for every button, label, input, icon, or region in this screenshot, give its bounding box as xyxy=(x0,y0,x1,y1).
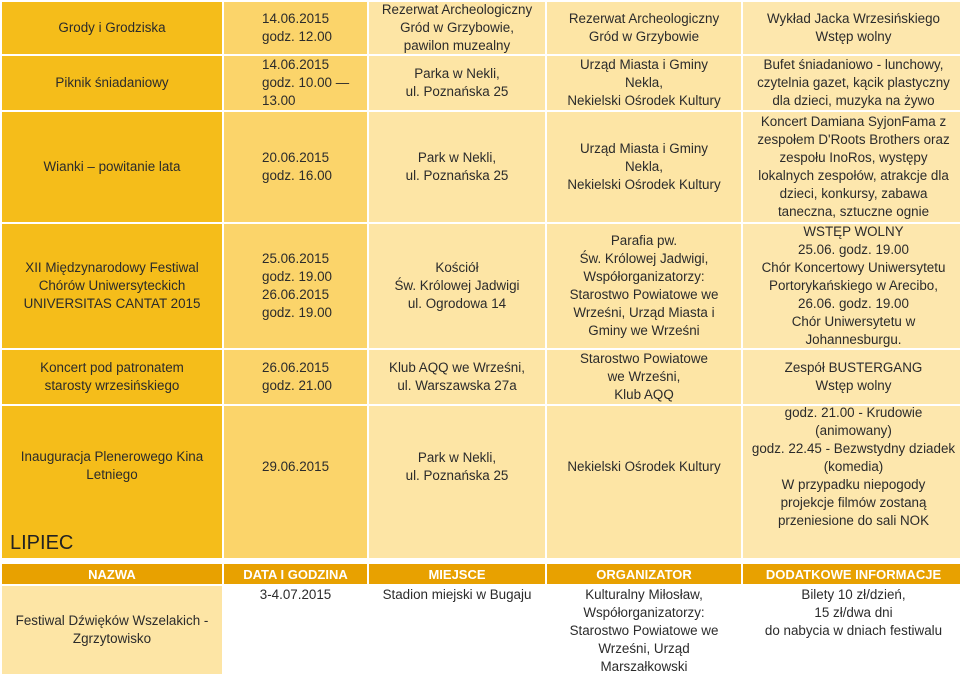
header-info: DODATKOWE INFORMACJE xyxy=(743,564,960,584)
event-name: Inauguracja Plenerowego Kina Letniego xyxy=(20,449,204,482)
event-place: Parka w Nekli, ul. Poznańska 25 xyxy=(369,56,545,110)
event-date: 14.06.2015 godz. 12.00 xyxy=(224,2,367,54)
event-name-with-month xyxy=(2,406,222,558)
event-date: 14.06.2015 godz. 10.00 — 13.00 xyxy=(224,56,367,110)
header-date: DATA I GODZINA xyxy=(224,564,367,584)
event-organizer: Parafia pw. Św. Królowej Jadwigi, Współorganizatorzy: Starostwo Powiatowe we Wrześni, Urząd Miasta i Gminy we Wrześni xyxy=(547,224,741,348)
event-place: Klub AQQ we Wrześni, ul. Warszawska 27a xyxy=(369,350,545,404)
event-info: Koncert Damiana SyjonFama z zespołem D'Roots Brothers oraz zespołu InoRos, występy lokalnych zespołów, atrakcje dla dzieci, konkursy, zabawa taneczna, sztuczne ognie xyxy=(743,112,960,222)
header-place: MIEJSCE xyxy=(369,564,545,584)
event-info: Wykład Jacka Wrzesińskiego Wstęp wolny xyxy=(743,2,960,54)
event-organizer: Starostwo Powiatowe we Wrześni, Klub AQQ xyxy=(547,350,741,404)
event-place: Park w Nekli, ul. Poznańska 25 xyxy=(369,112,545,222)
event-info: Bufet śniadaniowo - lunchowy, czytelnia gazet, kącik plastyczny dla dzieci, muzyka na żywo xyxy=(743,56,960,110)
event-info: WSTĘP WOLNY 25.06. godz. 19.00 Chór Koncertowy Uniwersytetu Portorykańskiego w Arecibo, 26.06. godz. 19.00 Chór Uniwersytetu w Johannesburgu. xyxy=(743,224,960,348)
event-date: 29.06.2015 xyxy=(224,406,367,558)
event-name: XII Międzynarodowy Festiwal Chórów Uniwersyteckich UNIVERSITAS CANTAT 2015 xyxy=(2,224,222,348)
event-date: 3-4.07.2015 xyxy=(224,586,367,676)
event-organizer: Kulturalny Miłosław, Współorganizatorzy: Starostwo Powiatowe we Wrześni, Urząd Marszałkowski xyxy=(547,586,741,676)
header-name: NAZWA xyxy=(2,564,222,584)
event-date: 20.06.2015 godz. 16.00 xyxy=(224,112,367,222)
event-organizer: Rezerwat Archeologiczny Gród w Grzybowie xyxy=(547,2,741,54)
event-place: Kościół Św. Królowej Jadwigi ul. Ogrodowa 14 xyxy=(369,224,545,348)
event-info: Bilety 10 zł/dzień, 15 zł/dwa dni do nabycia w dniach festiwalu xyxy=(743,586,960,676)
event-organizer: Urząd Miasta i Gminy Nekla, Nekielski Ośrodek Kultury xyxy=(547,56,741,110)
june-events-table xyxy=(2,2,960,558)
event-info: godz. 21.00 - Krudowie (animowany) godz. 22.45 - Bezwstydny dziadek (komedia) W przypadku niepogody projekcje filmów zostaną przeniesione do sali NOK xyxy=(743,406,960,558)
event-name: Koncert pod patronatem starosty wrzesińskiego xyxy=(2,350,222,404)
month-label: LIPIEC xyxy=(10,532,74,554)
event-place: Park w Nekli, ul. Poznańska 25 xyxy=(369,406,545,558)
event-info: Zespół BUSTERGANG Wstęp wolny xyxy=(743,350,960,404)
july-events-table xyxy=(2,586,960,676)
event-organizer: Nekielski Ośrodek Kultury xyxy=(547,406,741,558)
event-date: 26.06.2015 godz. 21.00 xyxy=(224,350,367,404)
event-name: Piknik śniadaniowy xyxy=(2,56,222,110)
event-date: 25.06.2015 godz. 19.00 26.06.2015 godz. 19.00 xyxy=(224,224,367,348)
event-name: Wianki – powitanie lata xyxy=(2,112,222,222)
table-header xyxy=(2,564,960,584)
event-name: Grody i Grodziska xyxy=(2,2,222,54)
event-place: Rezerwat Archeologiczny Gród w Grzybowie, pawilon muzealny xyxy=(369,2,545,54)
event-place: Stadion miejski w Bugaju xyxy=(369,586,545,676)
header-organizer: ORGANIZATOR xyxy=(547,564,741,584)
event-name: Festiwal Dźwięków Wszelakich - Zgrzytowisko xyxy=(2,586,222,674)
event-organizer: Urząd Miasta i Gminy Nekla, Nekielski Ośrodek Kultury xyxy=(547,112,741,222)
